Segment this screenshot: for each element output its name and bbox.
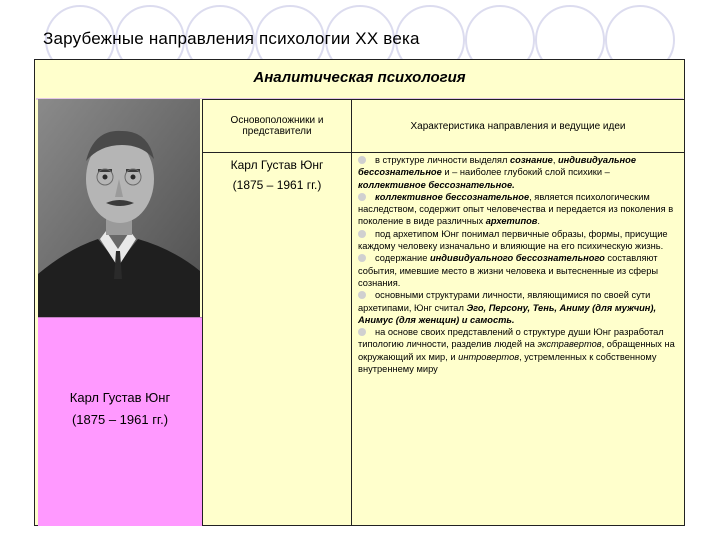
bullet-dot-icon xyxy=(358,230,366,238)
section-title: Аналитическая психология xyxy=(253,69,466,86)
bullet-dot-icon xyxy=(358,328,366,336)
founder-years: (1875 – 1961 гг.) xyxy=(232,178,322,192)
list-item: коллективное бессознательное, является психологическим наследством, содержит опыт человечества и передается из поколения в поколение в виде различных архетипов. xyxy=(358,191,674,227)
list-item: основными структурами личности, являющимися по своей сути архетипами, Юнг считал Эго, Персону, Тень, Аниму (для мужчин), Анимус (для женщин) и самость. xyxy=(358,290,657,325)
caption-name: Карл Густав Юнг xyxy=(69,390,171,405)
info-table xyxy=(202,99,685,526)
bullet-dot-icon xyxy=(358,254,366,262)
founder-cell xyxy=(203,153,352,526)
portrait-caption-panel xyxy=(38,317,202,526)
description-cell xyxy=(352,153,685,526)
list-item: под архетипом Юнг понимал первичные образы, формы, присущие каждому человеку изначально и влияющие на его психическую жизнь. xyxy=(358,228,668,252)
bullet-dot-icon xyxy=(358,156,366,164)
slide-title: Зарубежные направления психологии XX века xyxy=(43,29,420,48)
bullet-dot-icon xyxy=(358,291,366,299)
list-item: содержание индивидуального бессознательного составляют события, имевшие место в жизни человека и вытесненные из сферы сознания. xyxy=(358,253,659,288)
bullet-dot-icon xyxy=(358,193,366,201)
header-characteristics: Характеристика направления и ведущие идеи xyxy=(352,100,685,153)
caption-years: (1875 – 1961 гг.) xyxy=(71,412,169,427)
founder-name: Карл Густав Юнг xyxy=(230,158,324,172)
list-item: в структуре личности выделял сознание, индивидуальное бессознательное и – наиболее глубокий слой психики – коллективное бессознательное. xyxy=(358,155,636,190)
portrait-image xyxy=(38,99,200,317)
section-header xyxy=(36,61,683,100)
list-item: на основе своих представлений о структуре души Юнг разработал типологию личности, разделив людей на экстравертов, обращенных на окружающий их мир, и интровертов, устремленных к собственному внутреннему миру xyxy=(358,327,675,375)
header-founders: Основоположники и представители xyxy=(203,100,352,153)
portrait-caption xyxy=(38,387,202,431)
